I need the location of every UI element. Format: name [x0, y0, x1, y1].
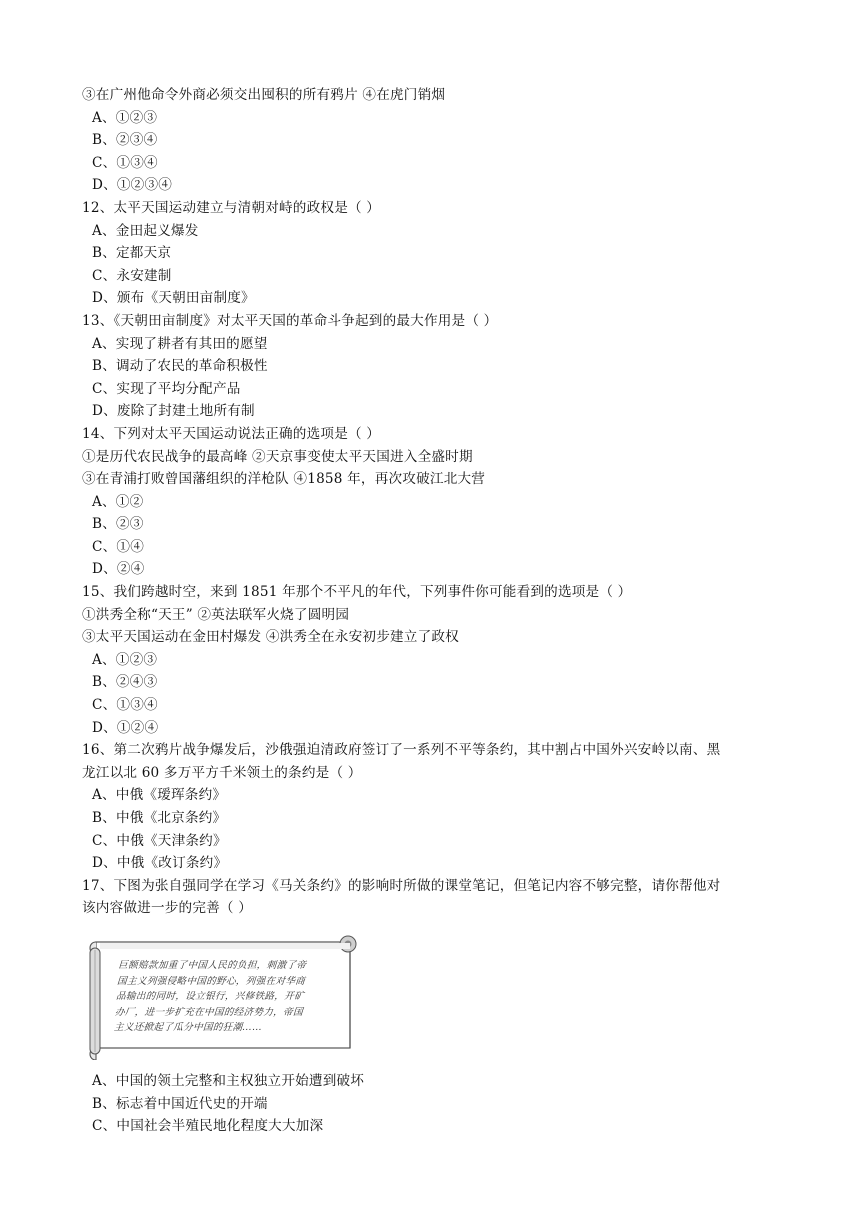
answer-option: A、中国的领土完整和主权独立开始遭到破坏	[92, 1072, 365, 1089]
answer-option: B、定都天京	[92, 245, 172, 262]
question-text: ③在青浦打败曾国藩组织的洋枪队 ④1858 年，再次攻破江北大营	[82, 471, 486, 488]
question-text: 该内容做进一步的完善（ ）	[82, 900, 253, 917]
answer-option: D、废除了封建土地所有制	[92, 403, 255, 420]
answer-option: C、①④	[92, 538, 144, 555]
answer-option: B、②③	[92, 516, 144, 533]
answer-option: C、实现了平均分配产品	[92, 380, 241, 397]
scroll-note	[86, 934, 354, 1054]
answer-option: B、②④③	[92, 674, 158, 691]
answer-option: A、①②③	[92, 651, 158, 668]
scroll-note-text	[113, 958, 338, 1036]
scroll-note-line: 国主义列强侵略中国的野心，列强在对华商	[116, 975, 306, 987]
question-text: 13、《天朝田亩制度》对太平天国的革命斗争起到的最大作用是（ ）	[82, 312, 498, 329]
question-text: ③在广州他命令外商必须交出囤积的所有鸦片 ④在虎门销烟	[82, 87, 446, 103]
exam-page	[82, 84, 782, 1138]
answer-option: C、①③④	[92, 697, 158, 714]
question-text: ①是历代农民战争的最高峰 ②天京事变使太平天国进入全盛时期	[82, 448, 473, 465]
answer-option: A、中俄《瑷珲条约》	[92, 787, 227, 804]
scroll-note-line: 主义还掀起了瓜分中国的狂潮……	[113, 1022, 263, 1034]
answer-option: D、颁布《天朝田亩制度》	[92, 290, 255, 307]
answer-options-block	[82, 1070, 782, 1138]
answer-option: B、标志着中国近代史的开端	[92, 1095, 268, 1112]
question-text: 14、下列对太平天国运动说法正确的选项是（ ）	[82, 425, 381, 442]
answer-option: D、中俄《改订条约》	[92, 855, 228, 872]
answer-option: B、调动了农民的革命积极性	[92, 358, 268, 375]
answer-option: A、①②	[92, 493, 144, 510]
question-text: 16、第二次鸦片战争爆发后，沙俄强迫清政府签订了一系列不平等条约，其中割占中国外兴安岭以南、黑	[82, 742, 721, 759]
answer-option: D、②④	[92, 561, 145, 578]
answer-option: B、中俄《北京条约》	[92, 810, 227, 826]
answer-option: C、永安建制	[92, 267, 172, 284]
scroll-note-line: 办厂，进一步扩充在中国的经济势力，帝国	[114, 1006, 304, 1018]
answer-option: A、①②③	[92, 109, 158, 126]
question-block	[82, 84, 782, 920]
answer-option: A、金田起义爆发	[92, 222, 199, 239]
question-text: 龙江以北 60 多万平方千米领土的条约是（ ）	[82, 764, 362, 781]
answer-option: A、实现了耕者有其田的愿望	[92, 335, 268, 352]
answer-option: B、②③④	[92, 132, 158, 149]
scroll-note-figure	[82, 926, 782, 1068]
question-text: 12、太平天国运动建立与清朝对峙的政权是（ ）	[82, 199, 381, 216]
answer-option: C、①③④	[92, 154, 158, 171]
scroll-note-line: 品输出的同时，设立银行，兴修铁路，开矿	[115, 991, 305, 1003]
scroll-note-line: 巨额赔款加重了中国人民的负担，刺激了帝	[117, 959, 307, 971]
question-text: ①洪秀全称“天王” ②英法联军火烧了圆明园	[82, 606, 350, 623]
answer-option: D、①②④	[92, 719, 159, 736]
question-text: 17、下图为张自强同学在学习《马关条约》的影响时所做的课堂笔记，但笔记内容不够完整，请你帮他对	[82, 877, 721, 894]
answer-option: C、中国社会半殖民地化程度大大加深	[92, 1118, 324, 1135]
answer-option: D、①②③④	[92, 177, 173, 194]
answer-option: C、中俄《天津条约》	[92, 832, 227, 849]
question-text: ③太平天国运动在金田村爆发 ④洪秀全在永安初步建立了政权	[82, 629, 459, 646]
question-text: 15、我们跨越时空，来到 1851 年那个不平凡的年代，下列事件你可能看到的选项是（ ）	[82, 584, 632, 601]
